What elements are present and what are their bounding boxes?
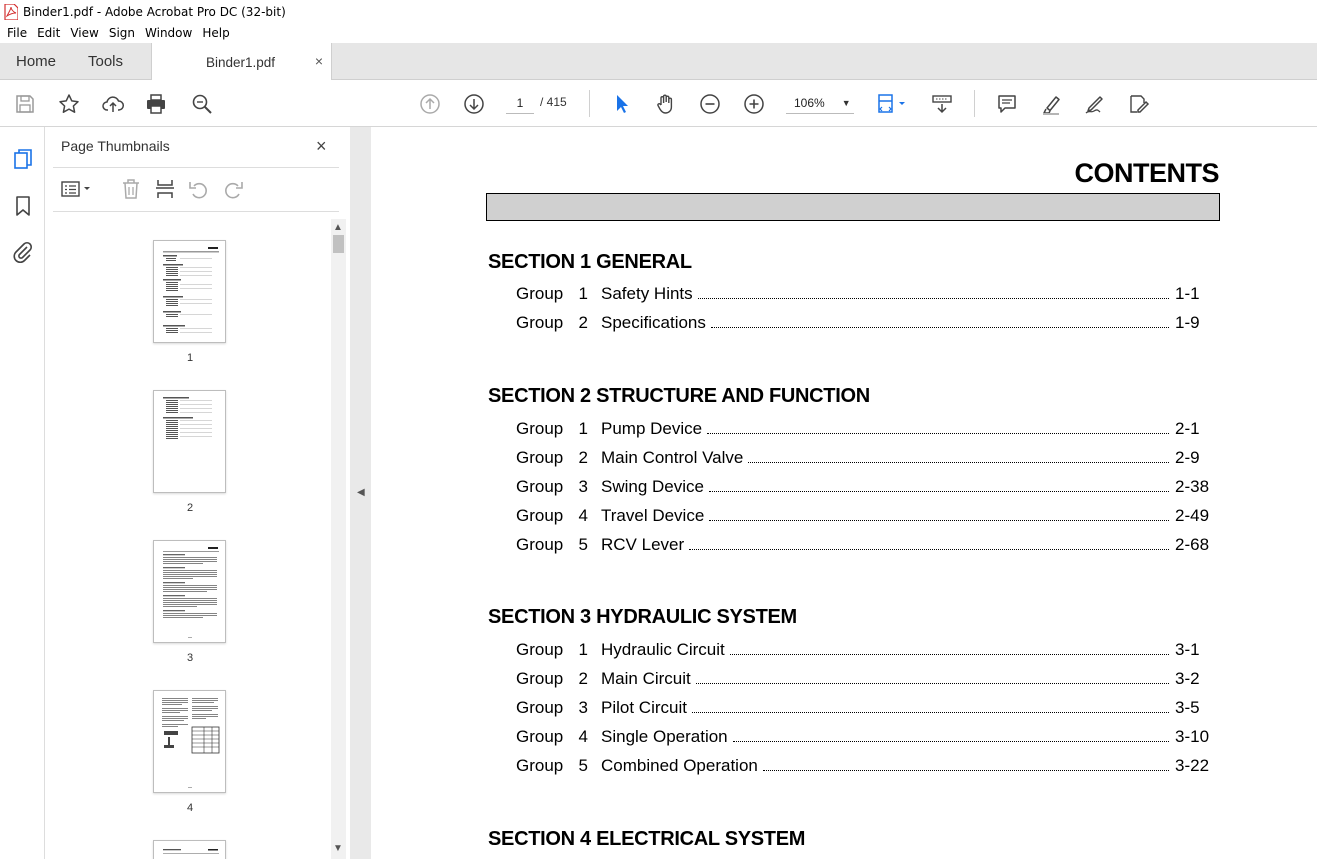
fill-sign-icon[interactable] xyxy=(1126,91,1152,117)
thumbnail-scrollbar[interactable] xyxy=(331,219,346,859)
print-icon[interactable] xyxy=(143,91,169,117)
scroll-down-arrow-icon[interactable]: ▼ xyxy=(333,843,343,854)
acrobat-app-icon xyxy=(4,4,18,20)
rotate-counterclockwise-icon[interactable] xyxy=(187,177,211,201)
collapse-panel-arrow-icon[interactable]: ◀ xyxy=(357,487,365,498)
toc-entry[interactable]: Group 3 Pilot Circuit 3-5 xyxy=(516,698,1200,717)
thumbnail-page-number: 4 xyxy=(186,802,194,814)
toc-entry[interactable]: Group 5 RCV Lever 2-68 xyxy=(516,535,1210,554)
upload-cloud-icon[interactable] xyxy=(100,91,126,117)
leader-dots xyxy=(698,298,1169,299)
section-heading: SECTION 1 GENERAL xyxy=(488,251,692,273)
panel-divider xyxy=(53,167,339,168)
page-thumbnail[interactable] xyxy=(153,390,226,493)
attachment-paperclip-icon[interactable] xyxy=(11,240,35,264)
page-fit-icon[interactable] xyxy=(873,91,909,117)
zoom-level-dropdown[interactable] xyxy=(786,92,854,114)
section-heading: SECTION 4 ELECTRICAL SYSTEM xyxy=(488,828,806,850)
leader-dots xyxy=(763,770,1169,771)
page-thumbnail[interactable] xyxy=(153,690,226,793)
select-cursor-icon[interactable] xyxy=(609,91,635,117)
leader-dots xyxy=(709,520,1169,521)
title-bar xyxy=(0,0,1317,23)
toolbar-divider xyxy=(974,90,975,117)
leader-dots xyxy=(711,327,1169,328)
star-icon[interactable] xyxy=(56,91,82,117)
chevron-down-icon: ▼ xyxy=(841,97,851,108)
leader-dots xyxy=(733,741,1169,742)
leader-dots xyxy=(696,683,1169,684)
panel-divider xyxy=(53,211,339,212)
zoom-in-icon[interactable] xyxy=(741,91,767,117)
leader-dots xyxy=(709,491,1169,492)
leader-dots xyxy=(730,654,1169,655)
hand-tool-icon[interactable] xyxy=(653,91,679,117)
thumbnail-list xyxy=(45,215,330,859)
next-page-icon[interactable] xyxy=(461,91,487,117)
page-thumbnail[interactable] xyxy=(153,240,226,343)
delete-page-icon[interactable] xyxy=(119,177,143,201)
document-view[interactable] xyxy=(371,127,1317,859)
tab-bar xyxy=(0,43,1317,80)
save-icon[interactable] xyxy=(12,91,38,117)
menu-file[interactable]: File xyxy=(7,26,28,40)
tab-home[interactable]: Home xyxy=(16,53,57,70)
section-heading: SECTION 2 STRUCTURE AND FUNCTION xyxy=(488,385,870,407)
zoom-out-icon[interactable] xyxy=(697,91,723,117)
rotate-clockwise-icon[interactable] xyxy=(221,177,245,201)
bookmark-icon[interactable] xyxy=(11,194,35,218)
menu-sign[interactable]: Sign xyxy=(108,26,136,40)
menu-help[interactable]: Help xyxy=(202,26,230,40)
section-heading: SECTION 3 HYDRAULIC SYSTEM xyxy=(488,606,797,628)
tab-document[interactable] xyxy=(151,43,332,81)
leader-dots xyxy=(707,433,1169,434)
toc-entry[interactable]: Group 1 Hydraulic Circuit 3-1 xyxy=(516,640,1200,659)
read-mode-icon[interactable] xyxy=(929,91,955,117)
toc-entry[interactable]: Group 3 Swing Device 2-38 xyxy=(516,477,1210,496)
main-toolbar xyxy=(0,80,1317,127)
menu-window[interactable]: Window xyxy=(145,26,193,40)
toc-entry[interactable]: Group 2 Main Circuit 3-2 xyxy=(516,669,1200,688)
contents-title: CONTENTS xyxy=(1074,158,1219,188)
close-panel-icon[interactable]: × xyxy=(316,136,327,156)
toc-entry[interactable]: Group 4 Travel Device 2-49 xyxy=(516,506,1210,525)
page-thumbnails-panel xyxy=(45,127,350,859)
extract-page-icon[interactable] xyxy=(153,177,177,201)
menu-view[interactable]: View xyxy=(70,26,99,40)
tab-document-label: Binder1.pdf xyxy=(206,54,276,70)
tab-tools[interactable]: Tools xyxy=(88,53,124,70)
toc-entry[interactable]: Group 5 Combined Operation 3-22 xyxy=(516,756,1210,775)
comment-icon[interactable] xyxy=(994,91,1020,117)
menu-edit[interactable]: Edit xyxy=(37,26,61,40)
highlight-pen-icon[interactable] xyxy=(1038,91,1064,117)
window-title: Binder1.pdf - Adobe Acrobat Pro DC (32-bit) xyxy=(23,4,286,19)
panel-splitter[interactable] xyxy=(350,127,371,859)
toc-entry[interactable]: Group 4 Single Operation 3-10 xyxy=(516,727,1210,746)
scrollbar-thumb[interactable] xyxy=(333,235,344,253)
left-navigation-rail xyxy=(0,127,45,859)
page-thumbnail[interactable] xyxy=(153,540,226,643)
leader-dots xyxy=(689,549,1169,550)
thumbnail-page-number: 3 xyxy=(186,652,194,664)
close-tab-icon[interactable]: × xyxy=(314,53,323,69)
leader-dots xyxy=(692,712,1169,713)
previous-page-icon[interactable] xyxy=(417,91,443,117)
title-rule-bar xyxy=(486,193,1220,221)
toolbar-divider xyxy=(589,90,590,117)
panel-title: Page Thumbnails xyxy=(61,138,170,154)
page-number-input[interactable] xyxy=(506,92,534,114)
thumbnail-page-number: 1 xyxy=(186,352,194,364)
menu-bar xyxy=(0,23,1317,43)
zoom-level-value: 106% xyxy=(794,95,825,110)
leader-dots xyxy=(748,462,1169,463)
page-thumbnail[interactable] xyxy=(153,840,226,859)
thumbnail-page-number: 2 xyxy=(186,502,194,514)
toc-entry[interactable]: Group 1 Safety Hints 1-1 xyxy=(516,284,1200,303)
toc-entry[interactable]: Group 2 Main Control Valve 2-9 xyxy=(516,448,1200,467)
draw-tool-icon[interactable] xyxy=(1082,91,1108,117)
page-thumbnails-icon[interactable] xyxy=(11,147,35,171)
thumbnail-options-icon[interactable] xyxy=(60,177,96,201)
toc-entry[interactable]: Group 1 Pump Device 2-1 xyxy=(516,419,1200,438)
toc-entry[interactable]: Group 2 Specifications 1-9 xyxy=(516,313,1200,332)
page-total: / 415 xyxy=(540,95,567,109)
scroll-up-arrow-icon[interactable]: ▲ xyxy=(333,222,343,233)
find-zoom-icon[interactable] xyxy=(189,91,215,117)
